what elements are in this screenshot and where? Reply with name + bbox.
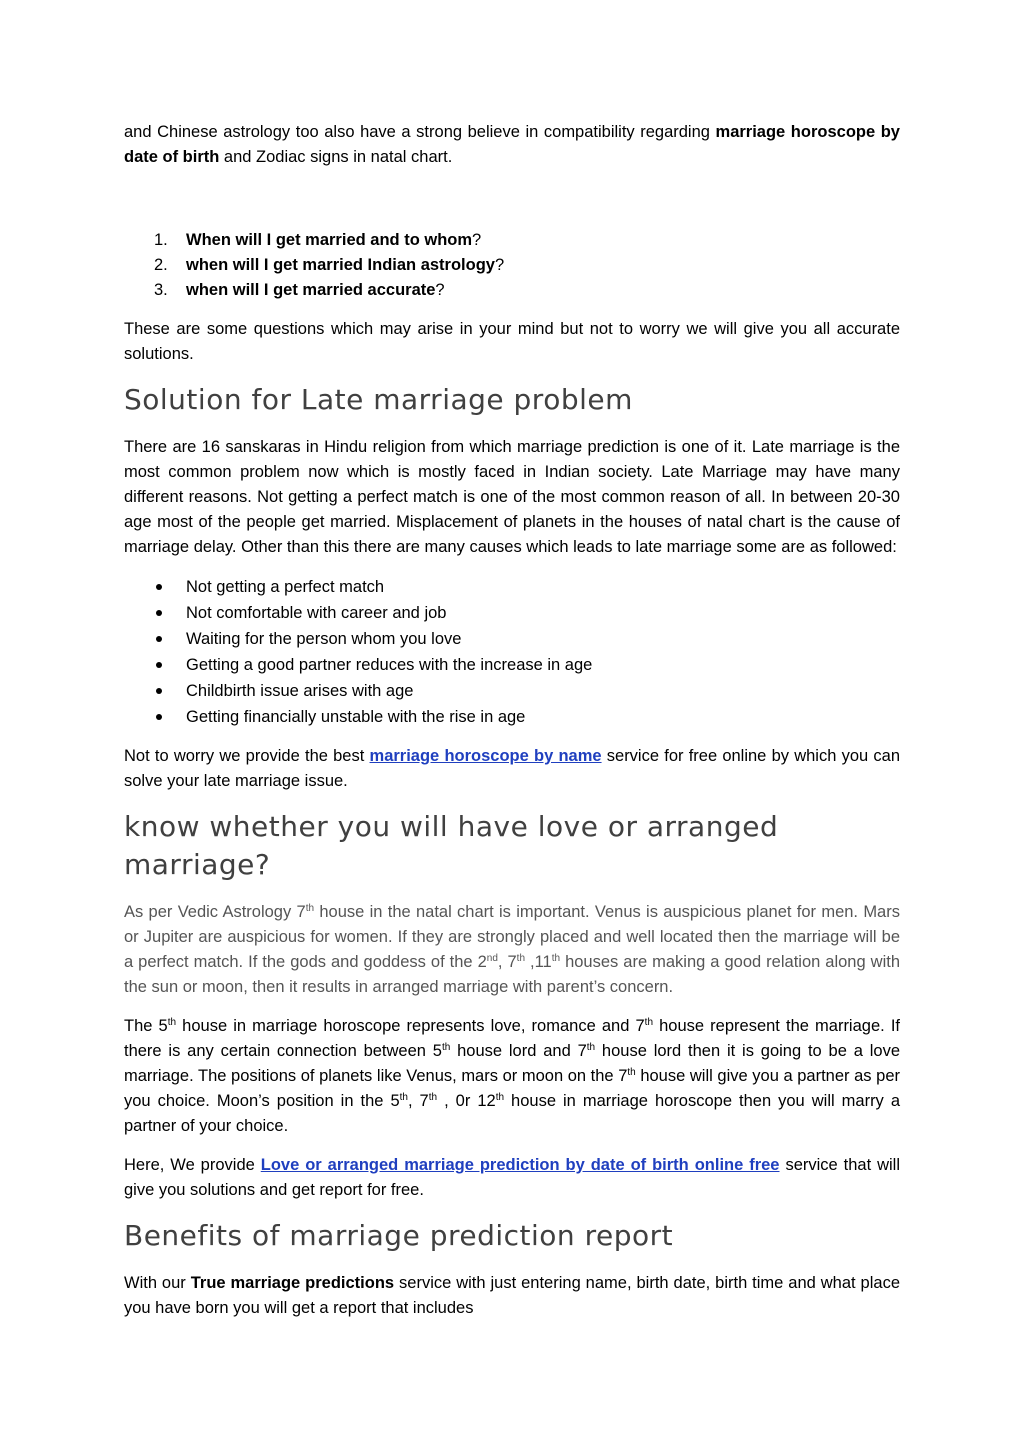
causes-list bbox=[124, 574, 900, 730]
list-item: Waiting for the person whom you love bbox=[124, 626, 900, 652]
bullet-icon bbox=[156, 610, 162, 616]
late-marriage-closing: Not to worry we provide the best marriage horoscope by name service for free online by which you can solve your late marriage issue. bbox=[124, 747, 900, 790]
marriage-horoscope-by-name-link[interactable]: marriage horoscope by name bbox=[369, 747, 602, 765]
benefits-paragraph: With our True marriage predictions service with just entering name, birth date, birth time and what place you have born you will get a report that includes bbox=[124, 1274, 900, 1317]
love-arranged-service-paragraph: Here, We provide Love or arranged marriage prediction by date of birth online free service that will give you solutions and get report for free. bbox=[124, 1156, 901, 1199]
bullet-icon bbox=[156, 636, 162, 642]
section-heading-late-marriage: Solution for Late marriage problem bbox=[124, 383, 633, 416]
bullet-icon bbox=[156, 584, 162, 590]
fifth-house-paragraph: The 5th house in marriage horoscope represents love, romance and 7th house represent the marriage. If there is any certain connection between 5th house lord and 7th house lord then it is going to be a love marriage. The positions of planets like Venus, mars or moon on the 7th house will give you a partner as per you choice. Moon’s position in the 5th, 7th , 0r 12th house in marriage horoscope then you will marry a partner of your choice. bbox=[124, 1017, 900, 1135]
list-item: Not getting a perfect match bbox=[124, 574, 900, 600]
questions-note: These are some questions which may arise in your mind but not to worry we will give you all accurate solutions. bbox=[124, 320, 900, 363]
late-marriage-paragraph: There are 16 sanskaras in Hindu religion from which marriage prediction is one of it. Late marriage is the most common problem now which is mostly faced in Indian society. Late Marriage may have many different reasons. Not getting a perfect match is one of the most common reason of all. In between 20-30 age most of the people get married. Misplacement of planets in the houses of natal chart is the cause of marriage delay. Other than this there are many causes which leads to late marriage some are as followed: bbox=[124, 438, 900, 556]
intro-paragraph: and Chinese astrology too also have a strong believe in compatibility regarding marriage horoscope by date of birth and Zodiac signs in natal chart. bbox=[124, 123, 900, 166]
bullet-icon bbox=[156, 714, 162, 720]
love-or-arranged-prediction-link[interactable]: Love or arranged marriage prediction by date of birth online free bbox=[260, 1156, 780, 1174]
list-item: Getting a good partner reduces with the increase in age bbox=[124, 652, 900, 678]
section-heading-love-or-arranged: know whether you will have love or arranged marriage? bbox=[124, 810, 779, 881]
vedic-astrology-paragraph: As per Vedic Astrology 7th house in the natal chart is important. Venus is auspicious planet for men. Mars or Jupiter are auspicious for women. If they are strongly placed and well located then the marriage will be a perfect match. If the gods and goddess of the 2nd, 7th ,11th houses are making a good relation along with the sun or moon, then it results in arranged marriage with parent’s concern. bbox=[124, 903, 901, 996]
list-item: 1. When will I get married and to whom? bbox=[154, 231, 482, 249]
bullet-icon bbox=[156, 662, 162, 668]
document-page bbox=[124, 120, 900, 1321]
list-item: Getting financially unstable with the rise in age bbox=[124, 704, 900, 730]
intro-bold: marriage horoscope by date of birth bbox=[124, 123, 900, 166]
list-item: Not comfortable with career and job bbox=[124, 600, 900, 626]
list-item: Childbirth issue arises with age bbox=[124, 678, 900, 704]
list-item: 2. when will I get married Indian astrology? bbox=[154, 256, 505, 274]
section-heading-benefits: Benefits of marriage prediction report bbox=[124, 1219, 674, 1252]
list-item: 3. when will I get married accurate? bbox=[154, 281, 445, 299]
bullet-icon bbox=[156, 688, 162, 694]
questions-list bbox=[124, 228, 900, 303]
